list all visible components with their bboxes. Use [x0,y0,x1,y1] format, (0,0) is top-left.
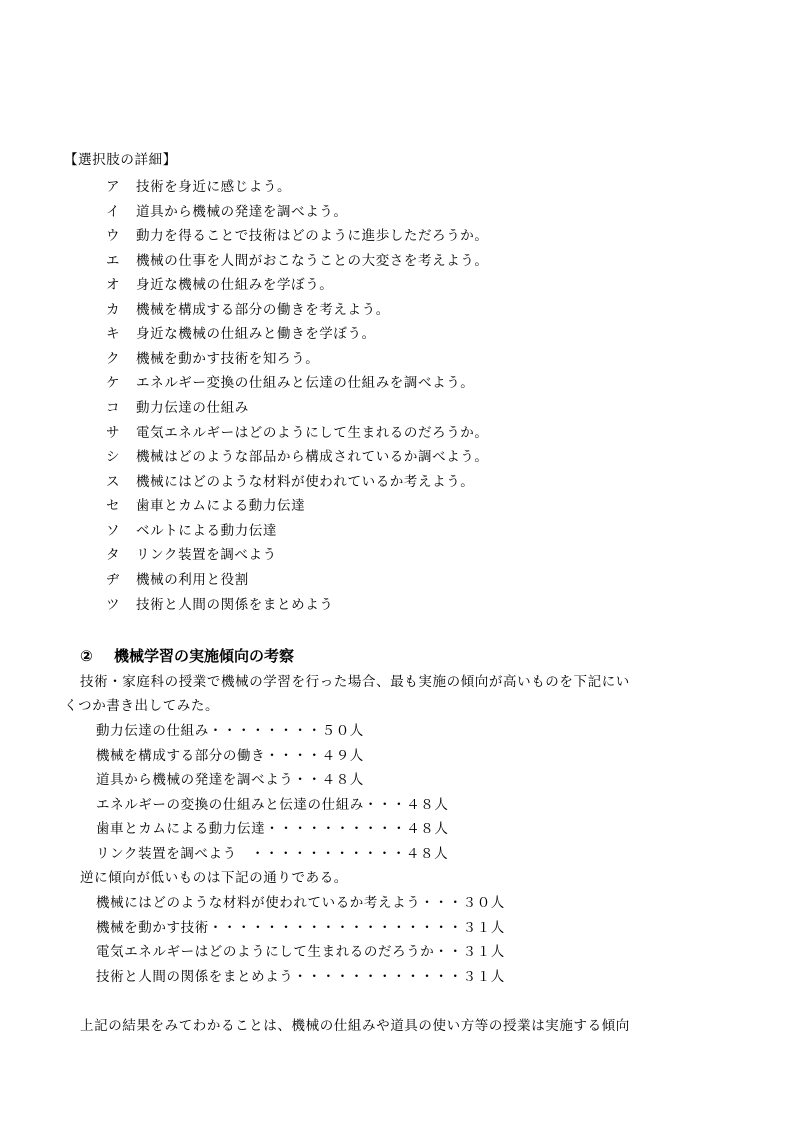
conclusion-text: 上記の結果をみてわかることは、機械の仕組みや道具の使い方等の授業は実施する傾向 [80,1018,630,1034]
section-heading [80,645,294,667]
list-item [106,496,305,516]
list-item [106,300,390,320]
list-item [106,324,376,344]
choice-text: ベルトによる動力伝達 [136,523,277,539]
choice-text: 機械を動かす技術を知ろう。 [136,351,320,367]
list-item [106,423,489,443]
choice-letter: オ [106,277,121,293]
choice-text: 機械の仕事を人間がおこなうことの大変さを考えよう。 [136,253,489,269]
choice-letter: ヂ [106,572,121,588]
choice-letter: カ [106,302,121,318]
choice-letter: ス [106,474,121,490]
choice-text: 身近な機械の仕組みを学ぼう。 [136,277,334,293]
choice-text: 動力を得ることで技術はどのように進歩しただろうか。 [136,228,489,244]
list-item [106,349,319,369]
intro-line-2: くつか書き出してみた。 [64,698,220,714]
list-item: 機械を動かす技術・・・・・・・・・・・・・・・・・・３１人 [96,920,505,936]
choice-text: 機械を構成する部分の働きを考えよう。 [136,302,390,318]
choice-text: 動力伝達の仕組み [136,400,249,416]
list-item [106,595,333,615]
choices-header: 【選択肢の詳細】 [64,152,177,168]
section-title: 機械学習の実施傾向の考察 [114,647,295,665]
choice-text: エネルギー変換の仕組みと伝達の仕組みを調べよう。 [136,375,475,391]
list-item [106,545,277,565]
list-item: 機械を構成する部分の働き・・・・４９人 [96,748,364,764]
choice-letter: イ [106,204,121,220]
list-item [106,177,291,197]
list-item: リンク装置を調べよう ・・・・・・・・・・・４８人 [96,846,449,862]
choice-text: 機械はどのような部品から構成されているか調べよう。 [136,449,489,465]
choice-letter: ウ [106,228,121,244]
choice-letter: キ [106,326,121,342]
list-item: 歯車とカムによる動力伝達・・・・・・・・・・４８人 [96,821,449,837]
choice-letter: エ [106,253,121,269]
choice-text: 道具から機械の発達を調べよう。 [136,204,348,220]
choice-letter: セ [106,498,121,514]
list-item: 道具から機械の発達を調べよう・・４８人 [96,772,364,788]
list-item [106,251,489,271]
list-item [106,373,474,393]
list-item [106,202,348,222]
low-intro: 逆に傾向が低いものは下記の通りである。 [80,870,348,886]
choice-letter: ク [106,351,121,367]
list-item: エネルギーの変換の仕組みと伝達の仕組み・・・４８人 [96,797,449,813]
list-item [106,447,489,467]
choice-letter: シ [106,449,121,465]
choice-letter: タ [106,547,121,563]
list-item [106,226,489,246]
list-item: 動力伝達の仕組み・・・・・・・・５０人 [96,723,364,739]
choice-letter: サ [106,425,121,441]
list-item: 電気エネルギーはどのようにして生まれるのだろうか・・３１人 [96,944,505,960]
list-item [106,570,249,590]
section-number: ② [80,647,93,665]
intro-line-1: 技術・家庭科の授業で機械の学習を行った場合、最も実施の傾向が高いものを下記にい [80,674,630,690]
choice-text: 機械の利用と役割 [136,572,249,588]
list-item: 技術と人間の関係をまとめよう・・・・・・・・・・・・３１人 [96,969,505,985]
choice-text: 身近な機械の仕組みと働きを学ぼう。 [136,326,376,342]
choice-letter: ツ [106,597,121,613]
choice-text: 電気エネルギーはどのようにして生まれるのだろうか。 [136,425,489,441]
choice-letter: ソ [106,523,121,539]
choice-letter: ア [106,179,121,195]
choice-text: 機械にはどのような材料が使われているか考えよう。 [136,474,475,490]
choice-letter: コ [106,400,121,416]
list-item [106,521,277,541]
list-item [106,398,249,418]
choice-text: リンク装置を調べよう [136,547,277,563]
choice-text: 技術と人間の関係をまとめよう [136,597,334,613]
choice-text: 歯車とカムによる動力伝達 [136,498,306,514]
choice-text: 技術を身近に感じよう。 [136,179,292,195]
choice-letter: ケ [106,375,121,391]
list-item [106,472,474,492]
list-item [106,275,333,295]
list-item: 機械にはどのような材料が使われているか考えよう・・・３０人 [96,895,505,911]
